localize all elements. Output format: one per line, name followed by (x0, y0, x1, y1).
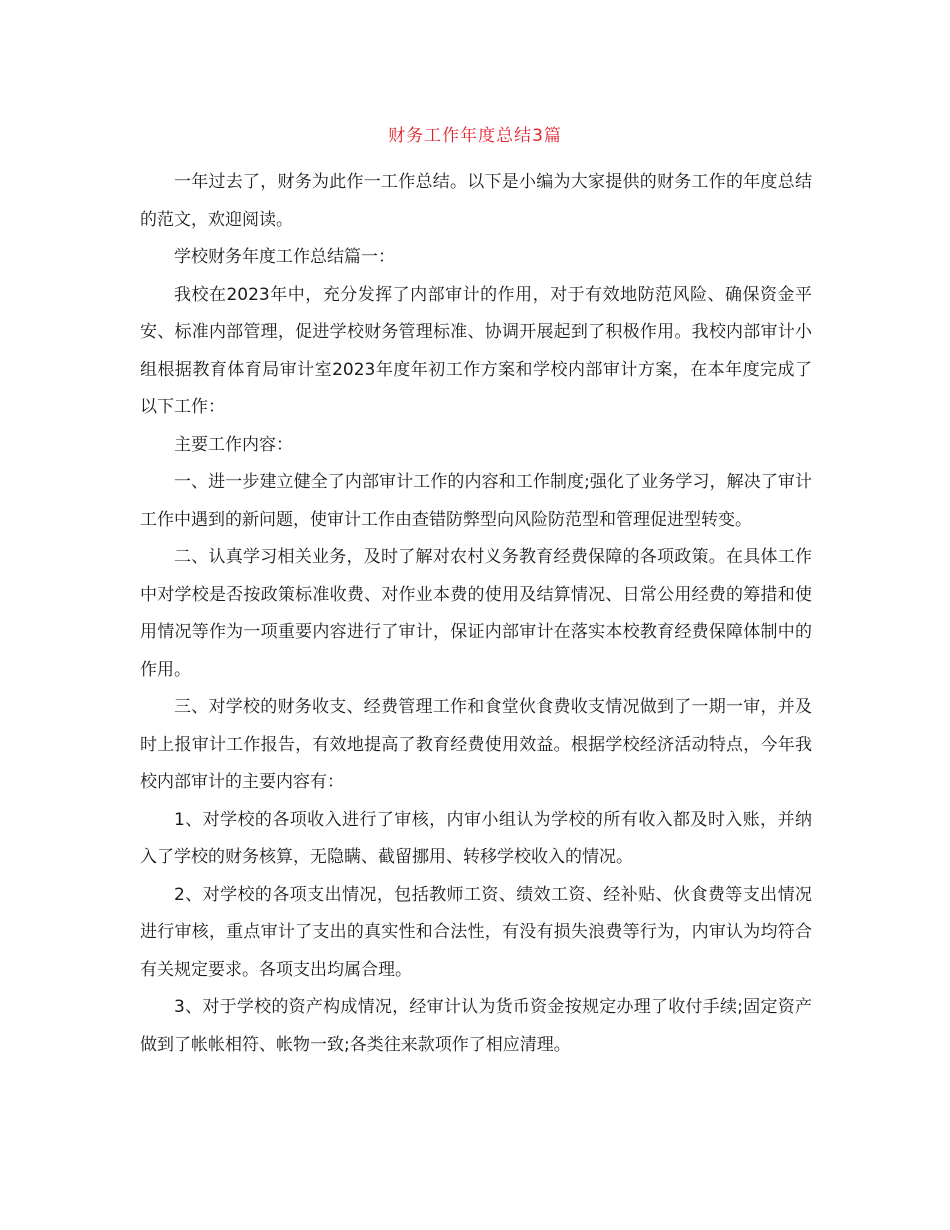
paragraph-overview: 我校在2023年中，充分发挥了内部审计的作用，对于有效地防范风险、确保资金平安、标准内部管理，促进学校财务管理标准、协调开展起到了积极作用。我校内部审计小组根据教育体育局审计室2023年度年初工作方案和学校内部审计方案，在本年度完成了以下工作： (140, 284, 812, 417)
document-title: 财务工作年度总结3篇 (388, 126, 562, 146)
paragraph-subitem-1: 1、对学校的各项收入进行了审核，内审小组认为学校的所有收入都及时入账，并纳入了学校的财务核算，无隐瞒、截留挪用、转移学校收入的情况。 (140, 809, 812, 867)
document-body (140, 164, 812, 1064)
paragraph-item-2: 二、认真学习相关业务，及时了解对农村义务教育经费保障的各项政策。在具体工作中对学校是否按政策标准收费、对作业本费的使用及结算情况、日常公用经费的筹措和使用情况等作为一项重要内容进行了审计，保证内部审计在落实本校教育经费保障体制中的作用。 (140, 547, 812, 680)
paragraph-section-heading: 学校财务年度工作总结篇一： (174, 247, 395, 267)
paragraph-subitem-2: 2、对学校的各项支出情况，包括教师工资、绩效工资、经补贴、伙食费等支出情况进行审核，重点审计了支出的真实性和合法性，有没有损失浪费等行为，内审认为均符合有关规定要求。各项支出均属合理。 (140, 884, 812, 980)
paragraph-main-content-heading: 主要工作内容： (174, 434, 293, 455)
paragraph-intro: 一年过去了，财务为此作一工作总结。以下是小编为大家提供的财务工作的年度总结的范文，欢迎阅读。 (140, 172, 812, 230)
paragraph-subitem-3: 3、对于学校的资产构成情况，经审计认为货币资金按规定办理了收付手续;固定资产做到了帐帐相符、帐物一致;各类往来款项作了相应清理。 (140, 997, 812, 1055)
paragraph-item-3: 三、对学校的财务收支、经费管理工作和食堂伙食费收支情况做到了一期一审，并及时上报审计工作报告，有效地提高了教育经费使用效益。根据学校经济活动特点，今年我校内部审计的主要内容有： (140, 697, 812, 792)
paragraph-item-1: 一、进一步建立健全了内部审计工作的内容和工作制度;强化了业务学习，解决了审计工作中遇到的新问题，使审计工作由查错防弊型向风险防范型和管理促进型转变。 (140, 472, 812, 530)
